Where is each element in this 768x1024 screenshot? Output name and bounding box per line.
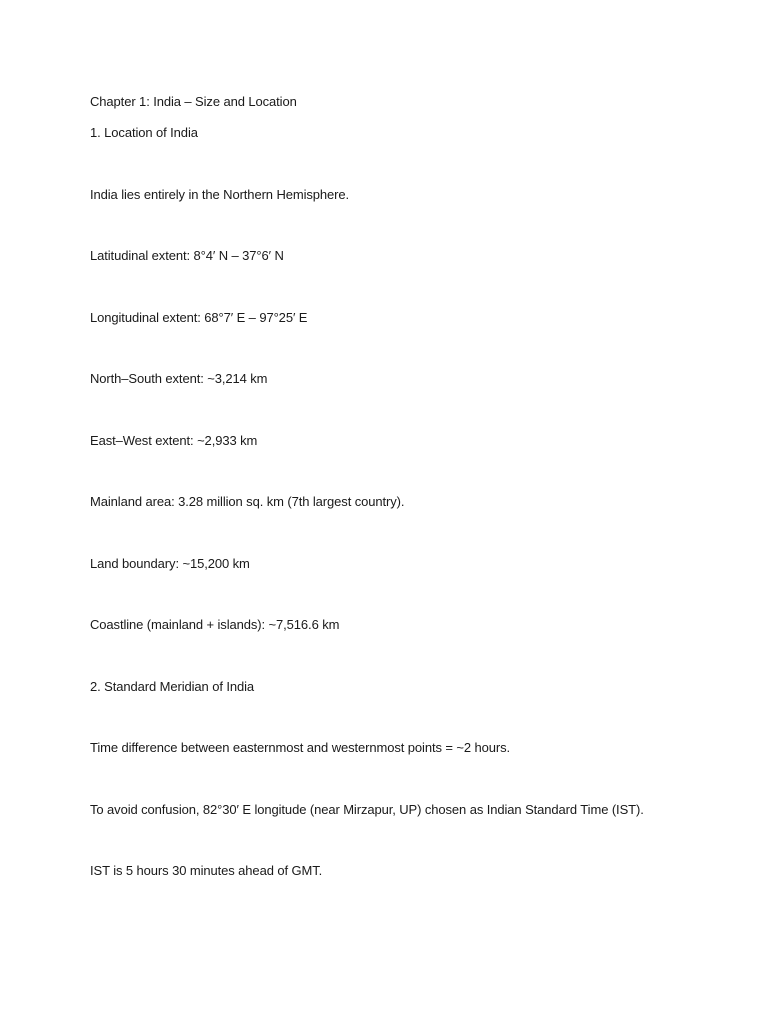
- paragraph-ist-meridian: To avoid confusion, 82°30′ E longitude (near Mirzapur, UP) chosen as Indian Standard Time (IST).: [90, 802, 644, 817]
- paragraph-latitudinal-extent: Latitudinal extent: 8°4′ N – 37°6′ N: [90, 248, 284, 263]
- chapter-title: Chapter 1: India – Size and Location: [90, 94, 297, 109]
- section-heading-location: 1. Location of India: [90, 125, 198, 140]
- paragraph-longitudinal-extent: Longitudinal extent: 68°7′ E – 97°25′ E: [90, 310, 308, 325]
- paragraph-mainland-area: Mainland area: 3.28 million sq. km (7th largest country).: [90, 494, 405, 509]
- paragraph-coastline: Coastline (mainland + islands): ~7,516.6 km: [90, 617, 340, 632]
- paragraph-north-south-extent: North–South extent: ~3,214 km: [90, 371, 268, 386]
- paragraph-time-difference: Time difference between easternmost and westernmost points = ~2 hours.: [90, 740, 511, 755]
- paragraph-east-west-extent: East–West extent: ~2,933 km: [90, 433, 258, 448]
- paragraph-land-boundary: Land boundary: ~15,200 km: [90, 556, 250, 571]
- paragraph-hemisphere: India lies entirely in the Northern Hemisphere.: [90, 187, 350, 202]
- paragraph-ist-gmt: IST is 5 hours 30 minutes ahead of GMT.: [90, 863, 323, 878]
- section-heading-standard-meridian: 2. Standard Meridian of India: [90, 679, 255, 694]
